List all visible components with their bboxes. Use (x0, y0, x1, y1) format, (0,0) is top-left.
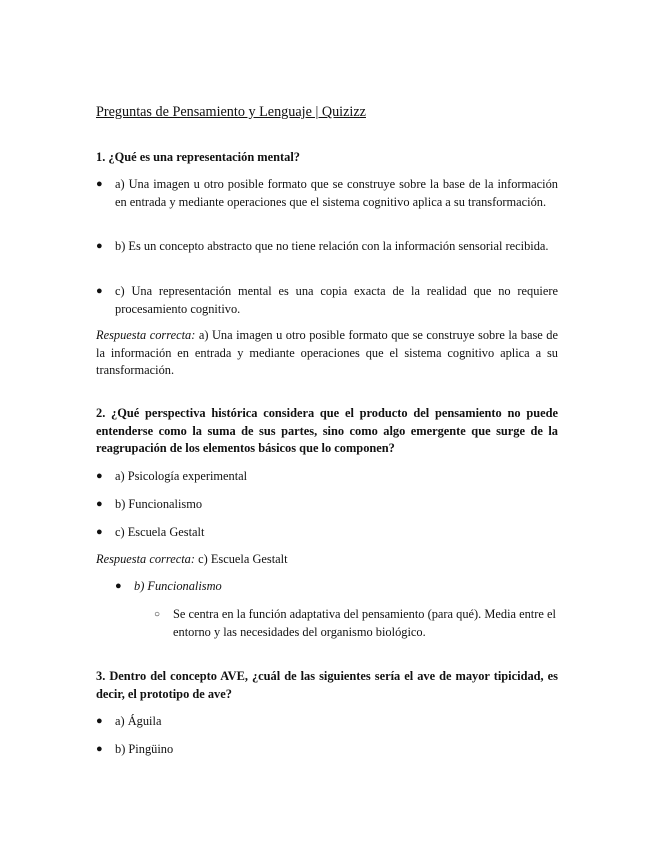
circle-bullet-icon: ○ (154, 609, 161, 620)
note-detail-text: Se centra en la función adaptativa del pensamiento (para qué). Media entre el entorno y las necesidades del organismo biológico. (173, 607, 556, 639)
bullet-icon: ● (96, 285, 103, 297)
option-text: a) Psicología experimental (115, 469, 248, 483)
option-text: c) Una representación mental es una copia exacta de la realidad que no requiere procesamiento cognitivo. (115, 284, 558, 316)
bullet-icon: ● (96, 498, 103, 510)
question-1-answer (96, 327, 558, 380)
question-3-heading: 3. Dentro del concepto AVE, ¿cuál de las siguientes sería el ave de mayor tipicidad, es decir, el prototipo de ave? (96, 669, 558, 701)
bullet-icon: ● (96, 470, 103, 482)
answer-label: Respuesta correcta: (96, 552, 195, 566)
option-text: c) Escuela Gestalt (115, 525, 205, 539)
bullet-icon: ● (96, 178, 103, 190)
question-2-note-item (115, 578, 558, 596)
question-2-answer (96, 551, 558, 569)
bullet-icon: ● (96, 743, 103, 755)
document-title: Preguntas de Pensamiento y Lenguaje | Quizizz (96, 104, 366, 120)
question-3-option-b (96, 741, 558, 759)
bullet-icon: ● (96, 715, 103, 727)
question-2-heading: 2. ¿Qué perspectiva histórica considera que el producto del pensamiento no puede entenderse como la suma de sus partes, sino como algo emergente que surge de la reagrupación de los elementos básicos que lo componen? (96, 406, 558, 455)
question-2-option-b (96, 496, 558, 514)
question-1-heading: 1. ¿Qué es una representación mental? (96, 150, 300, 164)
question-2-note-detail (154, 606, 558, 641)
bullet-icon: ● (96, 240, 103, 252)
answer-text: c) Escuela Gestalt (198, 552, 288, 566)
question-2-option-a (96, 468, 558, 486)
option-text: b) Pingüino (115, 742, 174, 756)
option-text: a) Una imagen u otro posible formato que se construye sobre la base de la información en entrada y mediante operaciones que el sistema cognitivo aplica a su transformación. (115, 177, 558, 209)
question-1-option-c (96, 283, 558, 318)
option-text: b) Funcionalismo (115, 497, 203, 511)
option-text: a) Águila (115, 714, 162, 728)
bullet-icon: ● (96, 526, 103, 538)
question-1-option-b (96, 238, 558, 256)
note-item-text: b) Funcionalismo (134, 579, 222, 593)
question-2-option-c (96, 524, 558, 542)
option-text: b) Es un concepto abstracto que no tiene relación con la información sensorial recibida. (115, 239, 549, 253)
bullet-icon: ● (115, 580, 122, 592)
question-1-option-a (96, 176, 558, 211)
answer-label: Respuesta correcta: (96, 328, 196, 342)
answer-text: a) Una imagen u otro posible formato que se construye sobre la base de la información en entrada y mediante operaciones que el sistema cognitivo aplica a su transformación. (96, 328, 558, 377)
question-3-option-a (96, 713, 558, 731)
